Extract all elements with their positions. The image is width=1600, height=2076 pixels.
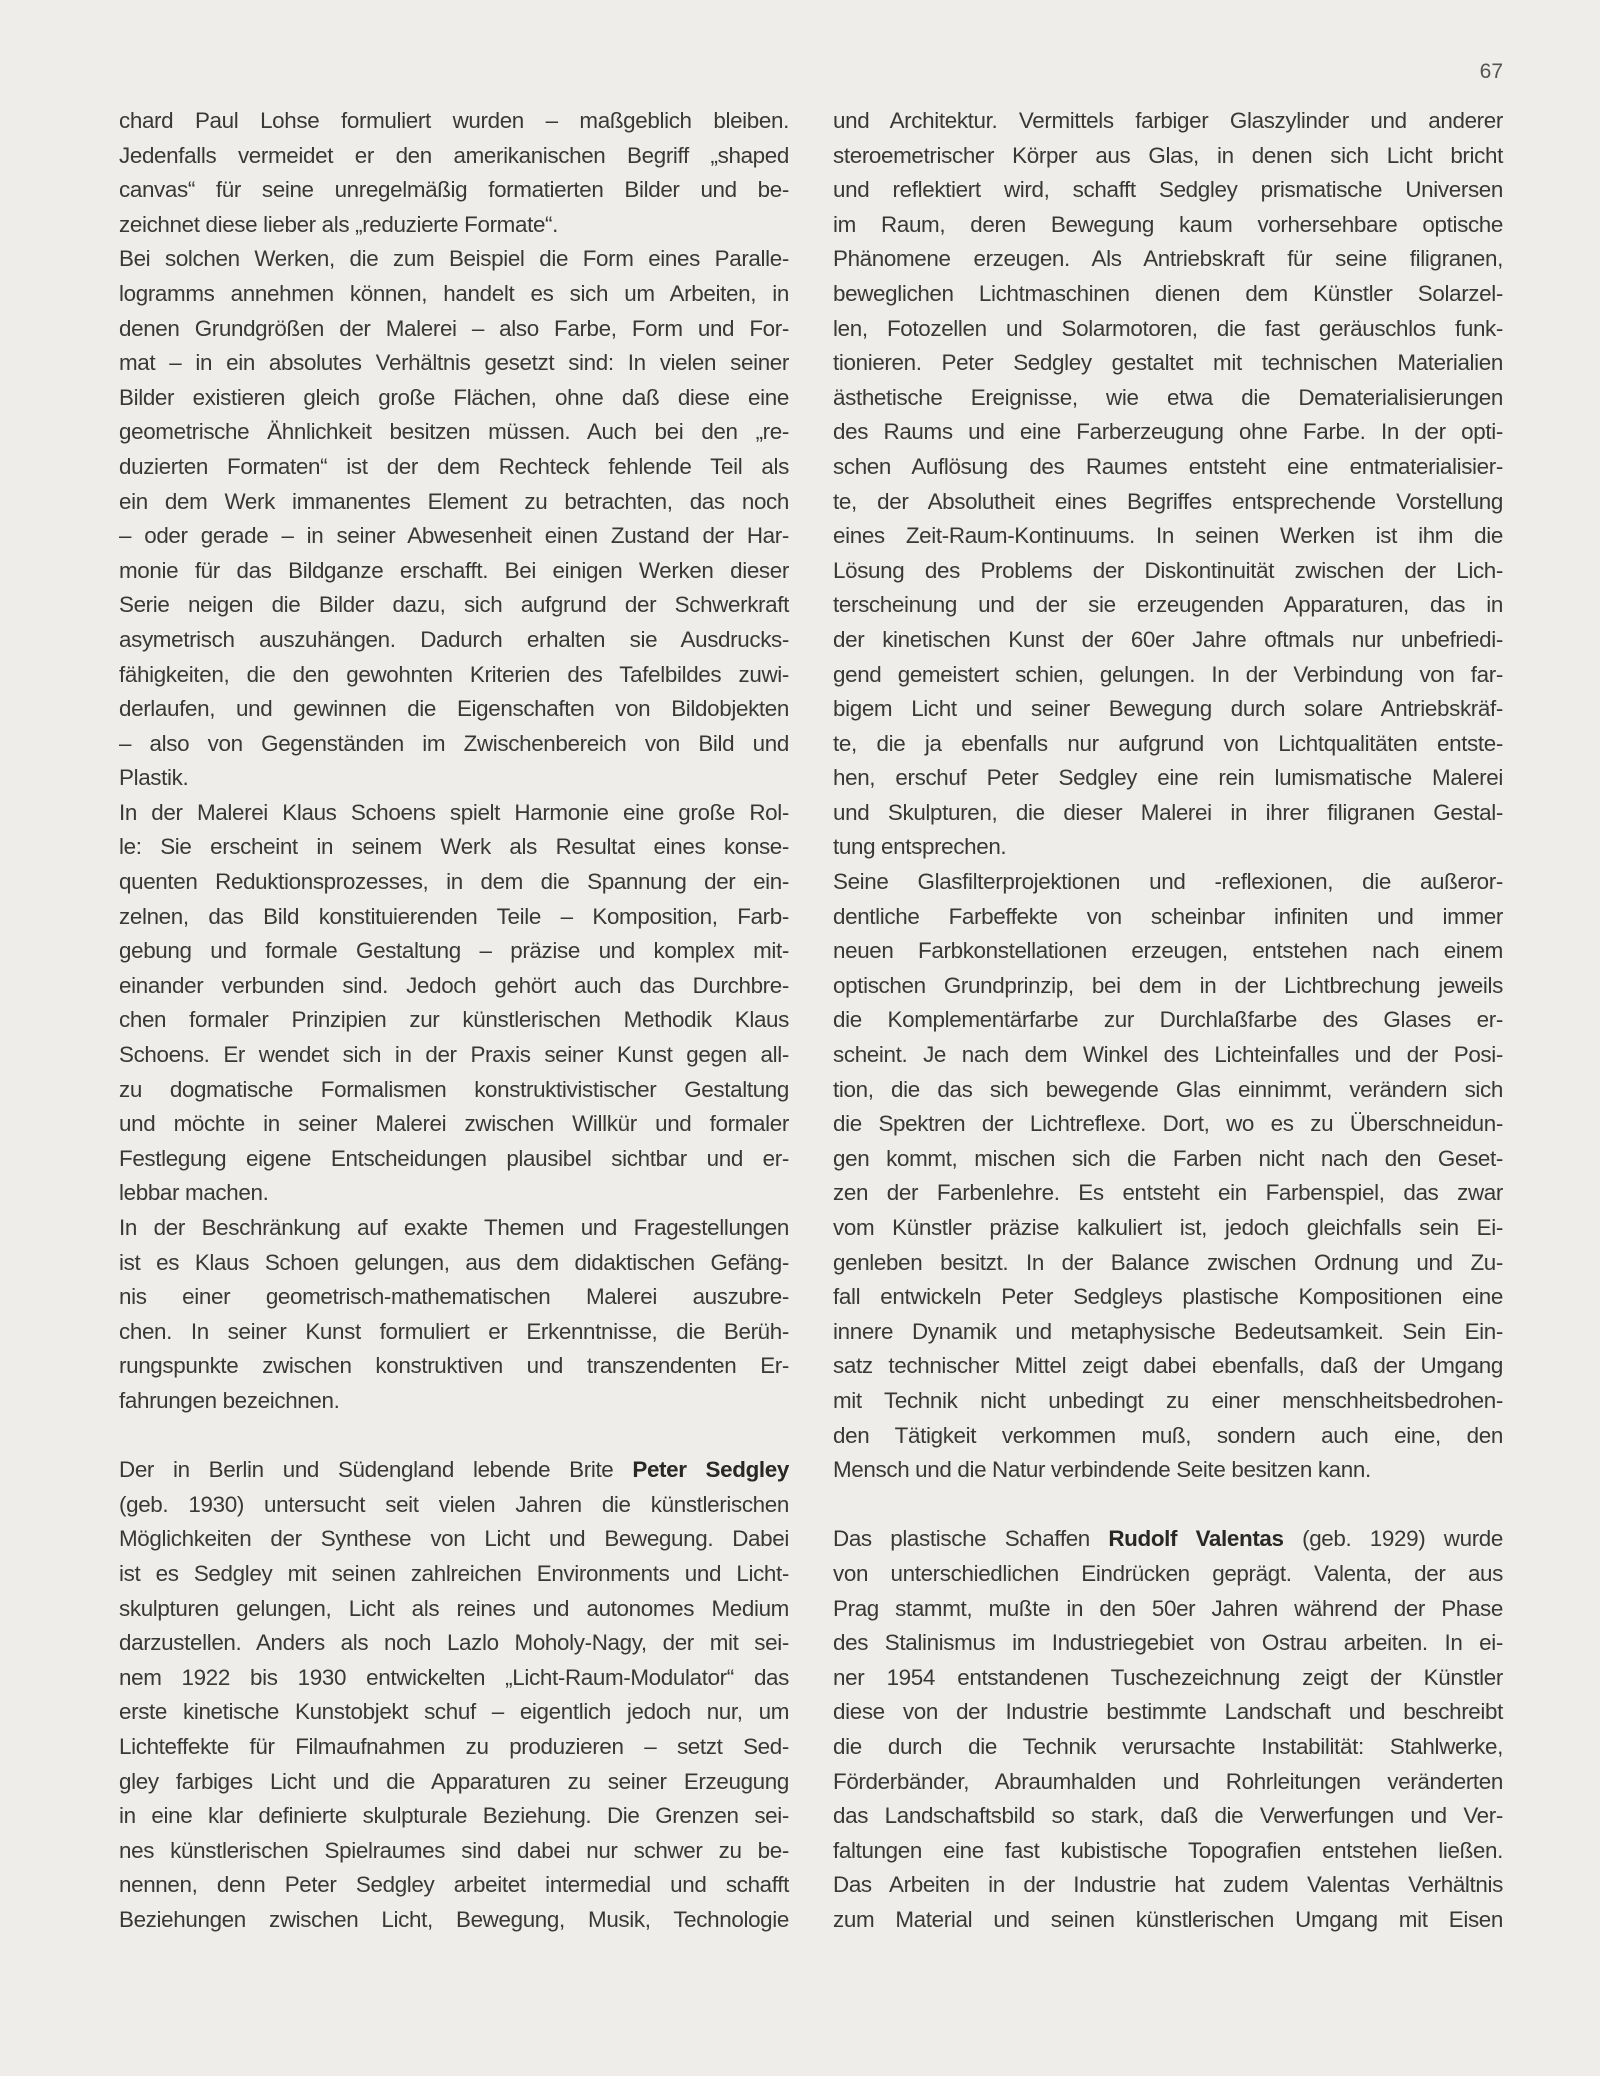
text-line bbox=[833, 1522, 1503, 1557]
text-line: nes künstlerischen Spielraumes sind dabei nur schwer zu be- bbox=[119, 1837, 789, 1863]
text-line: In der Beschränkung auf exakte Themen und Fragestellungen bbox=[119, 1215, 789, 1240]
paragraph-gap bbox=[833, 1488, 1503, 1523]
text-line: logramms annehmen können, handelt es sich um Arbeiten, in bbox=[119, 280, 789, 306]
text-segment: Der in Berlin und Südengland lebende Brite bbox=[119, 1457, 633, 1483]
text-line: fall entwickeln Peter Sedgleys plastische Kompositionen eine bbox=[833, 1284, 1503, 1310]
text-line: canvas“ für seine unregelmäßig formatierten Bilder und be- bbox=[119, 177, 789, 203]
text-line: nennen, denn Peter Sedgley arbeitet intermedial und schafft bbox=[119, 1872, 789, 1898]
text-line: gen kommt, mischen sich die Farben nicht nach den Geset- bbox=[833, 1145, 1503, 1171]
text-line: asymetrisch auszuhängen. Dadurch erhalten sie Ausdrucks- bbox=[119, 626, 789, 652]
text-line: Jedenfalls vermeidet er den amerikanischen Begriff „shaped bbox=[119, 142, 789, 168]
text-line: fähigkeiten, die den gewohnten Kriterien des Tafelbildes zuwi- bbox=[119, 661, 789, 687]
text-line: chard Paul Lohse formuliert wurden – maßgeblich bleiben. bbox=[119, 108, 789, 133]
text-line: te, die ja ebenfalls nur aufgrund von Lichtqualitäten entste- bbox=[833, 730, 1503, 756]
text-line: und reflektiert wird, schafft Sedgley prismatische Universen bbox=[833, 177, 1503, 203]
text-line: monie für das Bildganze erschafft. Bei einigen Werken dieser bbox=[119, 557, 789, 583]
text-line: bigem Licht und seiner Bewegung durch solare Antriebskräf- bbox=[833, 696, 1503, 722]
text-line: Prag stammt, mußte in den 50er Jahren während der Phase bbox=[833, 1595, 1503, 1621]
text-line: – oder gerade – in seiner Abwesenheit einen Zustand der Har- bbox=[119, 523, 789, 549]
text-line: zum Material und seinen künstlerischen Umgang mit Eisen bbox=[833, 1906, 1503, 1932]
text-line: genleben besitzt. In der Balance zwischen Ordnung und Zu- bbox=[833, 1249, 1503, 1275]
page-number: 67 bbox=[1479, 60, 1503, 83]
text-line: neuen Farbkonstellationen erzeugen, entstehen nach einem bbox=[833, 938, 1503, 964]
text-line: innere Dynamik und metaphysische Bedeutsamkeit. Sein Ein- bbox=[833, 1318, 1503, 1344]
text-line: nis einer geometrisch-mathematischen Malerei auszubre- bbox=[119, 1284, 789, 1310]
text-line: diese von der Industrie bestimmte Landschaft und beschreibt bbox=[833, 1699, 1503, 1725]
text-line: tion, die das sich bewegende Glas einnimmt, verändern sich bbox=[833, 1076, 1503, 1102]
text-line: der kinetischen Kunst der 60er Jahre oftmals nur unbefriedi- bbox=[833, 626, 1503, 652]
text-line: chen. In seiner Kunst formuliert er Erkenntnisse, die Berüh- bbox=[119, 1318, 789, 1344]
artist-name: Peter Sedgley bbox=[632, 1457, 789, 1483]
text-line: Bei solchen Werken, die zum Beispiel die Form eines Paralle- bbox=[119, 246, 789, 272]
text-line: darzustellen. Anders als noch Lazlo Moholy-Nagy, der mit sei- bbox=[119, 1630, 789, 1656]
text-line: in eine klar definierte skulpturale Beziehung. Die Grenzen sei- bbox=[119, 1803, 789, 1829]
text-line: zen der Farbenlehre. Es entsteht ein Farbenspiel, das zwar bbox=[833, 1180, 1503, 1206]
text-line: ist es Sedgley mit seinen zahlreichen Environments und Licht- bbox=[119, 1560, 789, 1586]
text-line: satz technischer Mittel zeigt dabei ebenfalls, daß der Umgang bbox=[833, 1353, 1503, 1379]
text-line: ner 1954 entstandenen Tuschezeichnung zeigt der Künstler bbox=[833, 1664, 1503, 1690]
text-line: und Architektur. Vermittels farbiger Glaszylinder und anderer bbox=[833, 108, 1503, 133]
text-line: Festlegung eigene Entscheidungen plausibel sichtbar und er- bbox=[119, 1145, 789, 1171]
text-line: von unterschiedlichen Eindrücken geprägt. Valenta, der aus bbox=[833, 1560, 1503, 1586]
text-line: scheint. Je nach dem Winkel des Lichteinfalles und der Posi- bbox=[833, 1042, 1503, 1068]
text-line: zeichnet diese lieber als „reduzierte Formate“. bbox=[119, 211, 559, 237]
text-line: len, Fotozellen und Solarmotoren, die fast geräuschlos funk- bbox=[833, 315, 1503, 341]
text-line: dentliche Farbeffekte von scheinbar infiniten und immer bbox=[833, 903, 1503, 929]
text-line: ästhetische Ereignisse, wie etwa die Dematerialisierungen bbox=[833, 384, 1503, 410]
text-line: erste kinetische Kunstobjekt schuf – eigentlich jedoch nur, um bbox=[119, 1699, 789, 1725]
text-line: Mensch und die Natur verbindende Seite besitzen kann. bbox=[833, 1457, 1371, 1483]
text-line: eines Zeit-Raum-Kontinuums. In seinen Werken ist ihm die bbox=[833, 523, 1503, 549]
text-line: Möglichkeiten der Synthese von Licht und Bewegung. Dabei bbox=[119, 1526, 789, 1552]
text-line: optischen Grundprinzip, bei dem in der Lichtbrechung jeweils bbox=[833, 972, 1503, 998]
paragraph-gap bbox=[119, 1419, 789, 1454]
text-line: gebung und formale Gestaltung – präzise und komplex mit- bbox=[119, 938, 789, 964]
text-segment: (geb. 1929) wurde bbox=[1283, 1526, 1504, 1552]
text-line: denen Grundgrößen der Malerei – also Farbe, Form und For- bbox=[119, 315, 789, 341]
text-line: Plastik. bbox=[119, 765, 189, 791]
text-line: Phänomene erzeugen. Als Antriebskraft für seine filigranen, bbox=[833, 246, 1503, 272]
text-line: gend gemeistert schien, gelungen. In der Verbindung von far- bbox=[833, 661, 1503, 687]
text-line: schen Auflösung des Raumes entsteht eine entmaterialisier- bbox=[833, 453, 1503, 479]
text-line: nem 1922 bis 1930 entwickelten „Licht-Raum-Modulator“ das bbox=[119, 1664, 789, 1690]
text-line: ein dem Werk immanentes Element zu betrachten, das noch bbox=[119, 488, 789, 514]
text-line: hen, erschuf Peter Sedgley eine rein lumismatische Malerei bbox=[833, 765, 1503, 791]
text-line: Bilder existieren gleich große Flächen, ohne daß diese eine bbox=[119, 384, 789, 410]
text-line: die Komplementärfarbe zur Durchlaßfarbe des Glases er- bbox=[833, 1007, 1503, 1033]
text-line: skulpturen gelungen, Licht als reines und autonomes Medium bbox=[119, 1595, 789, 1621]
text-line: Schoens. Er wendet sich in der Praxis seiner Kunst gegen all- bbox=[119, 1042, 789, 1068]
text-line: und Skulpturen, die dieser Malerei in ihrer filigranen Gestal- bbox=[833, 799, 1503, 825]
right-column bbox=[833, 104, 1503, 1937]
text-line: Serie neigen die Bilder dazu, sich aufgrund der Schwerkraft bbox=[119, 592, 789, 618]
text-line: einander verbunden sind. Jedoch gehört auch das Durchbre- bbox=[119, 972, 789, 998]
text-line: den Tätigkeit verkommen muß, sondern auch eine, den bbox=[833, 1422, 1503, 1448]
text-line: vom Künstler präzise kalkuliert ist, jedoch gleichfalls sein Ei- bbox=[833, 1215, 1503, 1240]
text-line: ist es Klaus Schoen gelungen, aus dem didaktischen Gefäng- bbox=[119, 1249, 789, 1275]
text-line: Förderbänder, Abraumhalden und Rohrleitungen veränderten bbox=[833, 1768, 1503, 1794]
text-line: gley farbiges Licht und die Apparaturen zu seiner Erzeugung bbox=[119, 1768, 789, 1794]
text-line: te, der Absolutheit eines Begriffes entsprechende Vorstellung bbox=[833, 488, 1503, 514]
text-line: des Stalinismus im Industriegebiet von Ostrau arbeiten. In ei- bbox=[833, 1630, 1503, 1656]
text-line: Lichteffekte für Filmaufnahmen zu produzieren – setzt Sed- bbox=[119, 1733, 789, 1759]
text-line bbox=[119, 1453, 789, 1488]
text-line: le: Sie erscheint in seinem Werk als Resultat eines konse- bbox=[119, 834, 789, 860]
text-line: quenten Reduktionsprozesses, in dem die Spannung der ein- bbox=[119, 869, 789, 895]
left-column bbox=[119, 104, 789, 1937]
text-line: Das Arbeiten in der Industrie hat zudem Valentas Verhältnis bbox=[833, 1872, 1503, 1898]
text-line: steroemetrischer Körper aus Glas, in denen sich Licht bricht bbox=[833, 142, 1503, 168]
text-line: terscheinung und der sie erzeugenden Apparaturen, das in bbox=[833, 592, 1503, 618]
text-line: – also von Gegenständen im Zwischenbereich von Bild und bbox=[119, 730, 789, 756]
text-line: fahrungen bezeichnen. bbox=[119, 1387, 340, 1413]
text-line: In der Malerei Klaus Schoens spielt Harmonie eine große Rol- bbox=[119, 799, 789, 825]
text-line: Lösung des Problems der Diskontinuität zwischen der Lich- bbox=[833, 557, 1503, 583]
text-line: die Spektren der Lichtreflexe. Dort, wo es zu Überschneidun- bbox=[833, 1111, 1503, 1137]
text-line: und möchte in seiner Malerei zwischen Willkür und formaler bbox=[119, 1111, 789, 1137]
text-line: des Raums und eine Farberzeugung ohne Farbe. In der opti- bbox=[833, 419, 1503, 445]
text-line: Beziehungen zwischen Licht, Bewegung, Musik, Technologie bbox=[119, 1906, 789, 1932]
text-line: derlaufen, und gewinnen die Eigenschaften von Bildobjekten bbox=[119, 696, 789, 722]
text-line: tung entsprechen. bbox=[833, 834, 1007, 860]
text-line: duzierten Formaten“ ist der dem Rechteck fehlende Teil als bbox=[119, 453, 789, 479]
artist-name: Rudolf Valentas bbox=[1108, 1526, 1284, 1552]
text-segment: Das plastische Schaffen bbox=[833, 1526, 1109, 1552]
text-line: tionieren. Peter Sedgley gestaltet mit technischen Materialien bbox=[833, 350, 1503, 376]
text-line: zu dogmatische Formalismen konstruktivistischer Gestaltung bbox=[119, 1076, 789, 1102]
text-line: rungspunkte zwischen konstruktiven und transzendenten Er- bbox=[119, 1353, 789, 1379]
text-line: geometrische Ähnlichkeit besitzen müssen. Auch bei den „re- bbox=[119, 419, 789, 445]
text-line: Seine Glasfilterprojektionen und -reflexionen, die außeror- bbox=[833, 869, 1503, 895]
text-line: lebbar machen. bbox=[119, 1180, 269, 1206]
text-line: mat – in ein absolutes Verhältnis gesetzt sind: In vielen seiner bbox=[119, 350, 789, 376]
text-line: im Raum, deren Bewegung kaum vorhersehbare optische bbox=[833, 211, 1503, 237]
text-line: die durch die Technik verursachte Instabilität: Stahlwerke, bbox=[833, 1733, 1503, 1759]
text-line: (geb. 1930) untersucht seit vielen Jahren die künstlerischen bbox=[119, 1491, 789, 1517]
text-line: das Landschaftsbild so stark, daß die Verwerfungen und Ver- bbox=[833, 1803, 1503, 1829]
text-line: chen formaler Prinzipien zur künstlerischen Methodik Klaus bbox=[119, 1007, 789, 1033]
text-line: beweglichen Lichtmaschinen dienen dem Künstler Solarzel- bbox=[833, 280, 1503, 306]
text-line: zelnen, das Bild konstituierenden Teile – Komposition, Farb- bbox=[119, 903, 789, 929]
text-line: faltungen eine fast kubistische Topografien entstehen ließen. bbox=[833, 1837, 1503, 1863]
text-line: mit Technik nicht unbedingt zu einer menschheitsbedrohen- bbox=[833, 1387, 1503, 1413]
